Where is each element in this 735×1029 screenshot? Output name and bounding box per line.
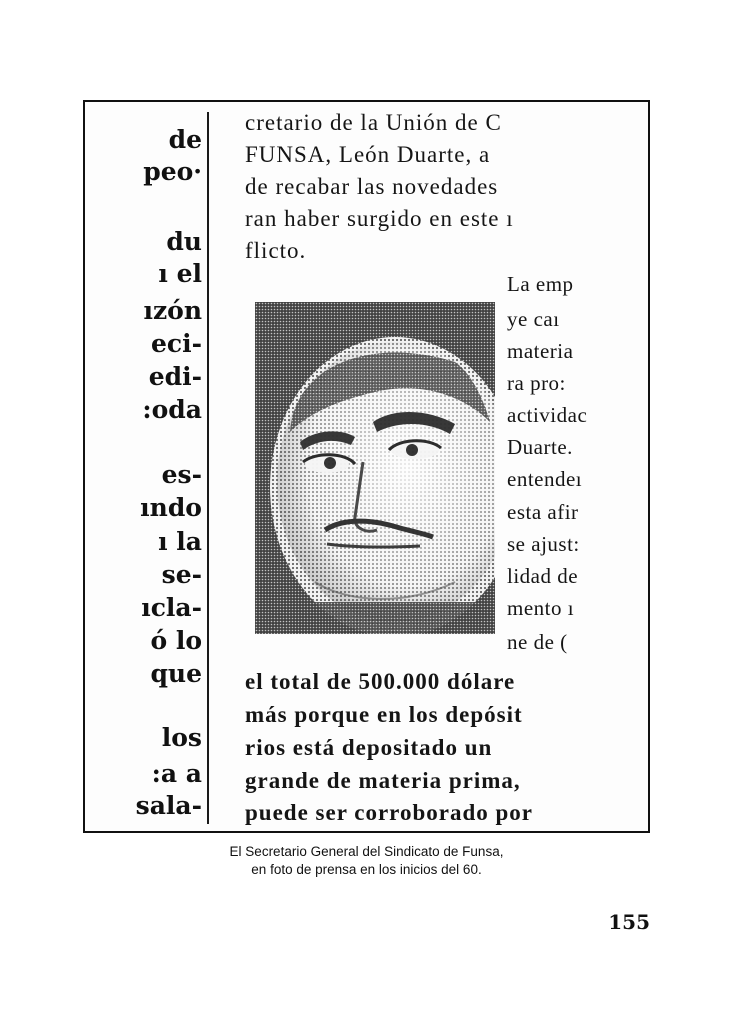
page-number: 155 (608, 910, 650, 934)
article-line: ne de ( (507, 630, 568, 654)
article-line: actividac (507, 403, 588, 427)
article-line: Duarte. (507, 435, 573, 459)
article-line: esta afir (507, 500, 579, 524)
left-fragment: de (168, 125, 202, 154)
article-line: puede ser corroborado por (245, 800, 533, 825)
newspaper-clipping (83, 100, 650, 833)
article-line: de recabar las novedades (245, 174, 499, 199)
article-line: materia (507, 339, 574, 363)
article-line: se ajust: (507, 532, 580, 556)
left-fragment: du (166, 227, 202, 256)
left-fragment: :a a (151, 759, 202, 788)
left-fragment: sala- (135, 791, 202, 820)
left-fragment: ızón (143, 296, 202, 325)
left-fragment: ı la (158, 527, 202, 556)
article-line: flicto. (245, 238, 307, 263)
photo-caption (83, 843, 650, 879)
left-fragment: se- (161, 560, 202, 589)
article-line: grande de materia prima, (245, 768, 521, 793)
left-fragment: que (150, 659, 202, 688)
article-line: mento ı (507, 596, 575, 620)
left-fragment: eci- (150, 329, 202, 358)
article-line: La emp (507, 272, 574, 296)
left-fragment: peo· (143, 157, 202, 186)
article-line: ye caı (507, 307, 560, 331)
article-line: FUNSA, León Duarte, a (245, 142, 491, 167)
article-line: entendeı (507, 467, 583, 491)
portrait-photo (255, 302, 495, 634)
caption-line: El Secretario General del Sindicato de Funsa, (229, 844, 504, 859)
article-line: cretario de la Unión de C (245, 110, 502, 135)
left-fragment: :oda (142, 395, 202, 424)
left-fragment: los (161, 723, 202, 752)
left-fragment: ı el (158, 259, 202, 288)
left-fragment: es- (161, 460, 202, 489)
left-fragment: edi- (148, 362, 202, 391)
article-line: ra pro: (507, 371, 566, 395)
column-divider (207, 112, 209, 824)
left-fragment: ó lo (150, 626, 202, 655)
left-fragment: ıcla- (141, 593, 202, 622)
article-line: ran haber surgido en este ı (245, 206, 514, 231)
article-line: más porque en los depósit (245, 702, 523, 727)
article-line: lidad de (507, 564, 579, 588)
caption-line: en foto de prensa en los inicios del 60. (251, 862, 482, 877)
article-line: rios está depositado un (245, 735, 493, 760)
left-fragment: ındo (140, 493, 202, 522)
article-line: el total de 500.000 dólare (245, 669, 516, 694)
